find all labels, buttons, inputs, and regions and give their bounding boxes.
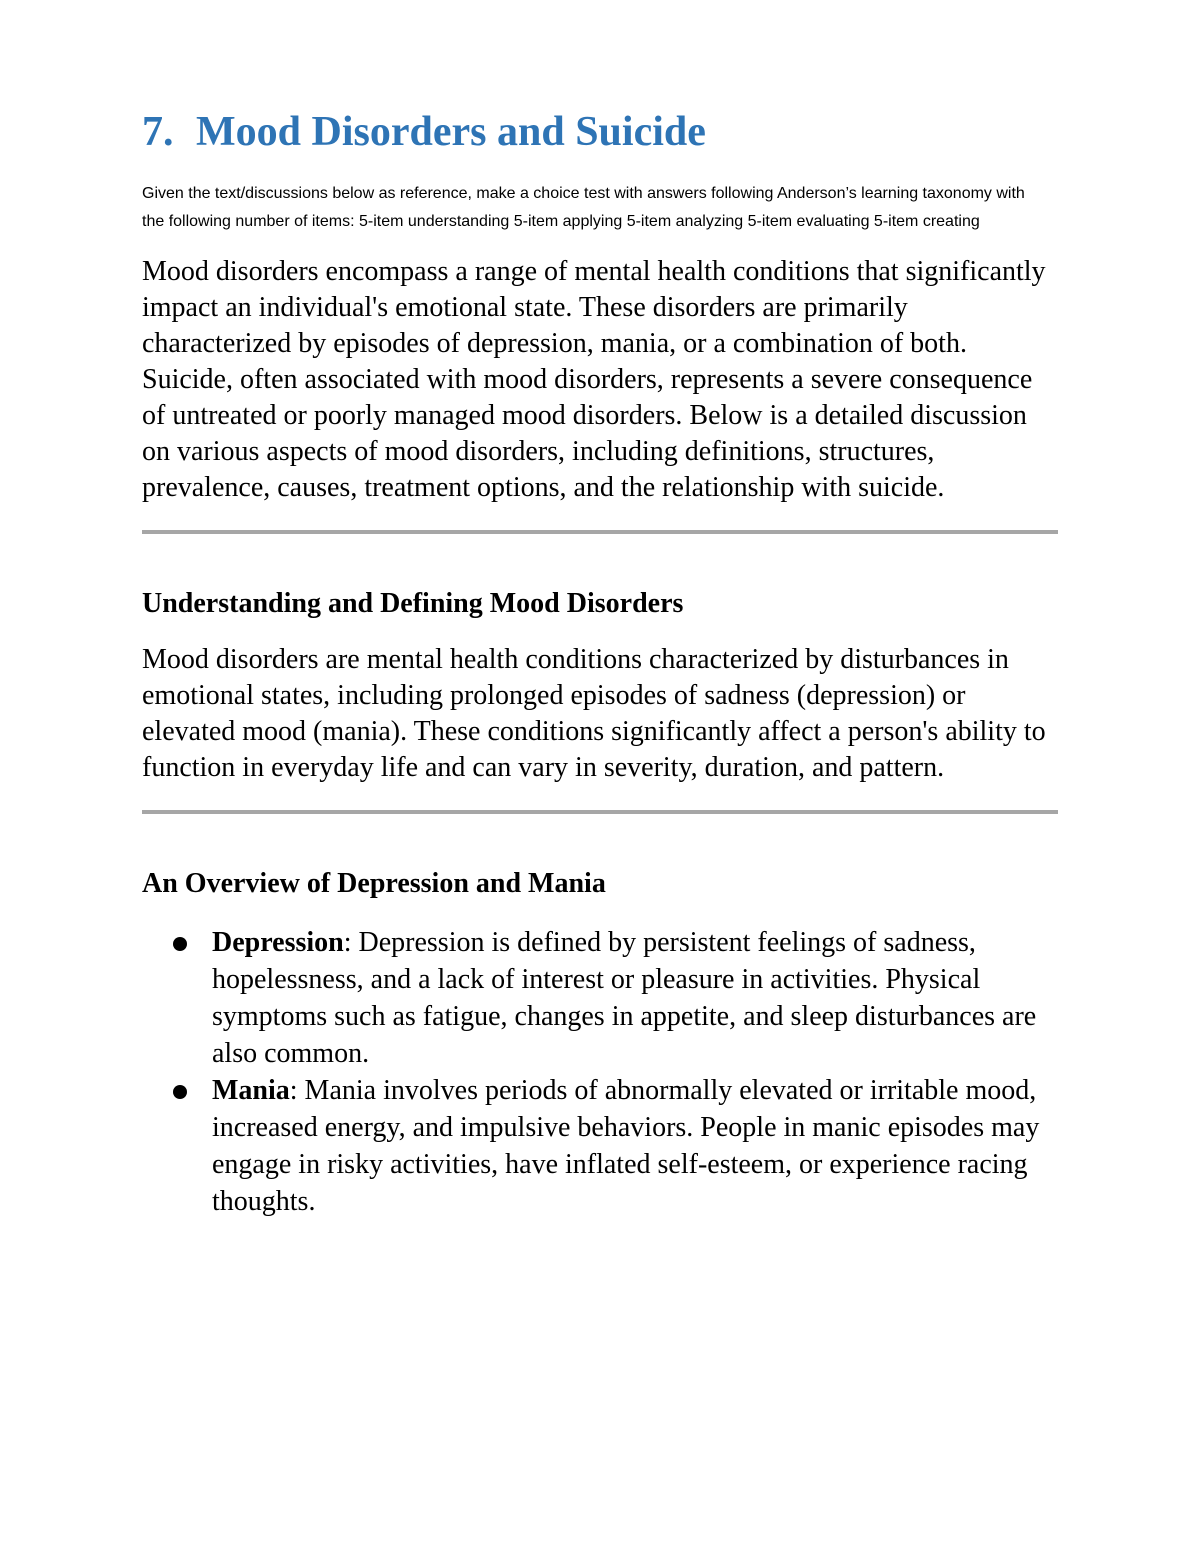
- bullet-dot-icon: [173, 937, 187, 951]
- title-number: 7.: [142, 109, 174, 155]
- section-heading-depression-mania: An Overview of Depression and Mania: [142, 868, 606, 899]
- intro-paragraph: Mood disorders encompass a range of mental health conditions that significantly impact an individual's emotional state. These disorders are primarily characterized by episodes of depression, mania, or a combination of both. Suicide, often associated with mood disorders, represents a severe consequence of untreated or poorly managed mood disorders. Below is a detailed discussion on various aspects of mood disorders, including definitions, structures, prevalence, causes, treatment options, and the relationship with suicide.: [142, 256, 1046, 503]
- section-body-mood-disorders: Mood disorders are mental health conditions characterized by disturbances in emotional states, including prolonged episodes of sadness (depression) or elevated mood (mania). These conditions significantly affect a person's ability to function in everyday life and can vary in severity, duration, and pattern.: [142, 644, 1046, 783]
- bullet-term: Depression: [212, 927, 344, 958]
- bullet-text: : Mania involves periods of abnormally elevated or irritable mood, increased energy, and impulsive behaviors. People in manic episodes may engage in risky activities, have inflated self-esteem, or experience racing thoughts.: [212, 1075, 1040, 1217]
- instruction-text: Given the text/discussions below as reference, make a choice test with answers following Anderson’s learning taxonomy with the following number of items: 5-item understanding 5-item applying 5-item analyzing 5-item evaluating 5-item creating: [142, 185, 1025, 230]
- horizontal-divider: [142, 530, 1058, 534]
- bullet-text: : Depression is defined by persistent feelings of sadness, hopelessness, and a lack of interest or pleasure in activities. Physical symptoms such as fatigue, changes in appetite, and sleep disturbances are also common.: [212, 927, 1037, 1069]
- bullet-item-mania: [142, 1072, 1072, 1220]
- title-text: Mood Disorders and Suicide: [196, 109, 706, 155]
- bullet-term: Mania: [212, 1075, 290, 1106]
- bullet-list: [142, 924, 1062, 1220]
- document-title: [142, 104, 1062, 160]
- bullet-item-depression: [142, 924, 1072, 1072]
- document-content: [142, 104, 1062, 1220]
- horizontal-divider: [142, 810, 1058, 814]
- bullet-dot-icon: [173, 1085, 187, 1099]
- section-heading-mood-disorders: Understanding and Defining Mood Disorders: [142, 588, 684, 619]
